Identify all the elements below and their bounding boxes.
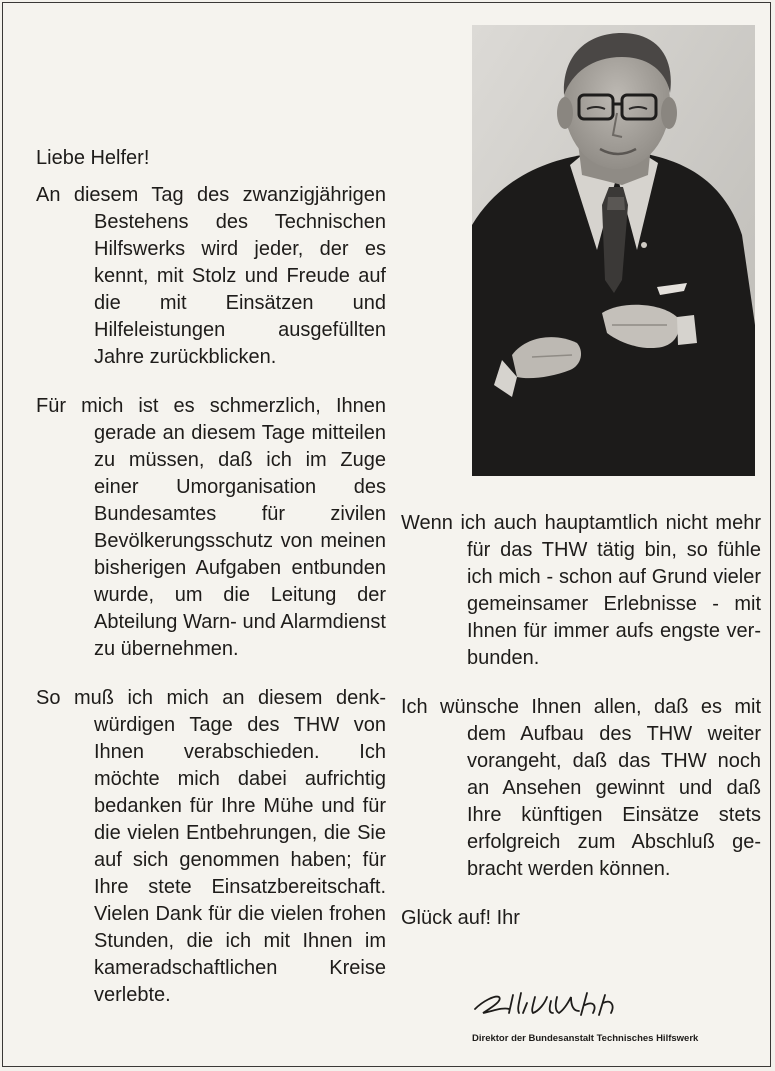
right-column (401, 510, 761, 932)
signature-caption: Direktor der Bundesanstalt Technisches Hilfswerk (472, 1033, 699, 1044)
left-column (36, 145, 386, 1031)
paragraph: Ich wünsche Ihnen allen, daß es mit dem Aufbau des THW weiter vorangeht, daß das THW noch an Ansehen gewinnt und daß Ihre künftigen Einsätze stets erfolgreich zum Abschluß gebracht werden können. (401, 696, 761, 880)
handwritten-signature (469, 983, 679, 1023)
portrait-illustration (472, 25, 755, 476)
closing-line: Glück auf! Ihr (401, 907, 520, 929)
paragraph: Wenn ich auch hauptamtlich nicht mehr für das THW tätig bin, so fühle ich mich - schon auf Grund vieler gemeinsamer Erlebnisse - mit Ihnen für immer aufs engste verbunden. (401, 512, 761, 669)
paragraph: So muß ich mich an diesem denkwürdigen Tage des THW von Ihnen verabschieden. Ich möchte mich dabei aufrichtig bedanken für Ihre Mühe und für die vielen Entbehrungen, die Sie auf sich genommen haben; für Ihre stete Einsatzbereitschaft. Vielen Dank für die vielen frohen Stunden, die ich mit Ihnen im kameradschaftlichen Kreise verlebte. (36, 687, 386, 1006)
portrait-photo (472, 25, 755, 476)
document-page (2, 2, 771, 1067)
salutation: Liebe Helfer! (36, 147, 150, 169)
paragraph: Für mich ist es schmerzlich, Ihnen gerade an diesem Tage mitteilen zu müssen, daß ich im Zuge einer Umorganisation des Bundesamtes für zivilen Bevölkerungsschutz von meinen bisherigen Aufgaben entbunden wurde, um die Leitung der Abteilung Warn- und Alarmdienst zu übernehmen. (36, 395, 386, 660)
paragraph: An diesem Tag des zwanzigjährigen Bestehens des Technischen Hilfswerks wird jeder, der es kennt, mit Stolz und Freude auf die mit Einsätzen und Hilfeleistungen ausgefüllten Jahre zurückblicken. (36, 184, 386, 368)
